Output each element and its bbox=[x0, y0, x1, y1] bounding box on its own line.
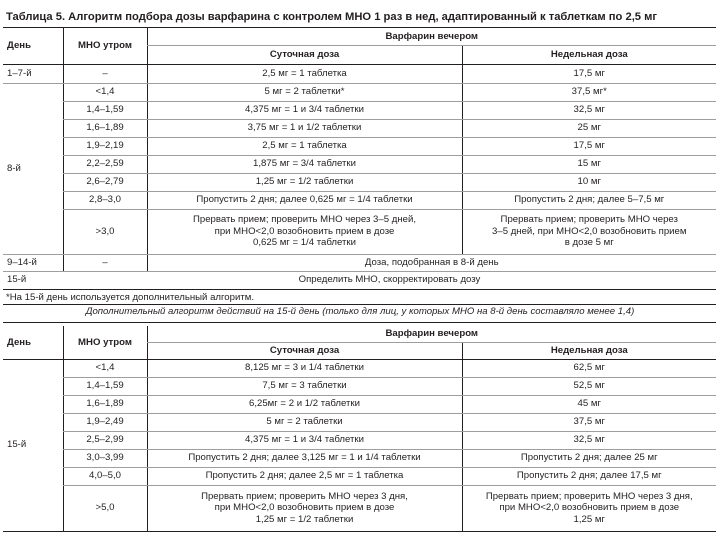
daily-dose-cell: 5 мг = 2 таблетки bbox=[147, 413, 462, 431]
daily-dose-cell: 2,5 мг = 1 таблетка bbox=[147, 137, 462, 155]
text-line: Прервать прием; проверить МНО через 3–5 дней, bbox=[192, 214, 416, 226]
text-line: при МНО<2,0 возобновить прием в дозе bbox=[499, 502, 680, 514]
daily-dose-cell: 3,75 мг = 1 и 1/2 таблетки bbox=[147, 119, 462, 137]
main-dosage-table bbox=[3, 28, 716, 290]
daily-dose-cell: 1,25 мг = 1/2 таблетки bbox=[147, 173, 462, 191]
inr-cell: 2,6–2,79 bbox=[63, 173, 147, 191]
header-day: День bbox=[3, 28, 63, 64]
inr-cell: 1,6–1,89 bbox=[63, 119, 147, 137]
day-cell-8: 8-й bbox=[3, 83, 63, 254]
daily-dose-cell: 4,375 мг = 1 и 3/4 таблетки bbox=[147, 431, 462, 449]
header-weekly-dose: Недельная доза bbox=[462, 342, 716, 359]
table-row bbox=[3, 155, 716, 173]
merged-dose-cell: Доза, подобранная в 8-й день bbox=[147, 254, 716, 271]
table2-top-rule bbox=[3, 322, 716, 323]
weekly-dose-cell: 32,5 мг bbox=[462, 101, 716, 119]
weekly-dose-cell: 62,5 мг bbox=[462, 359, 716, 377]
text-line: Прервать прием; проверить МНО через 3 дня, bbox=[201, 490, 408, 502]
daily-dose-cell: Пропустить 2 дня; далее 2,5 мг = 1 таблетка bbox=[147, 467, 462, 485]
header-warfarin-evening: Варфарин вечером bbox=[147, 326, 716, 342]
text-line: при МНО<2,0 возобновить прием в дозе bbox=[214, 502, 395, 514]
table-row bbox=[3, 359, 716, 377]
inr-cell: 1,4–1,59 bbox=[63, 377, 147, 395]
daily-dose-cell: Пропустить 2 дня; далее 3,125 мг = 1 и 1/4 таблетки bbox=[147, 449, 462, 467]
weekly-dose-cell: 17,5 мг bbox=[462, 137, 716, 155]
text-line: Прервать прием; проверить МНО через bbox=[500, 214, 678, 226]
inr-cell: – bbox=[63, 64, 147, 83]
weekly-dose-cell: 45 мг bbox=[462, 395, 716, 413]
day-cell: 1–7-й bbox=[3, 64, 63, 83]
text-line: в дозе 5 мг bbox=[564, 237, 614, 249]
table-title: Таблица 5. Алгоритм подбора дозы варфарина с контролем МНО 1 раз в нед, адаптированный к таблеткам по 2,5 мг bbox=[6, 11, 658, 23]
weekly-dose-cell: Пропустить 2 дня; далее 25 мг bbox=[462, 449, 716, 467]
inr-cell: 1,4–1,59 bbox=[63, 101, 147, 119]
merged-instruction-cell: Определить МНО, скорректировать дозу bbox=[63, 271, 716, 289]
weekly-dose-cell: 10 мг bbox=[462, 173, 716, 191]
table-row bbox=[3, 485, 716, 531]
weekly-dose-cell: Пропустить 2 дня; далее 17,5 мг bbox=[462, 467, 716, 485]
table-row bbox=[3, 413, 716, 431]
table-row bbox=[3, 395, 716, 413]
weekly-dose-cell: 32,5 мг bbox=[462, 431, 716, 449]
day-cell: 15-й bbox=[3, 271, 63, 289]
weekly-dose-cell: 37,5 мг bbox=[462, 413, 716, 431]
table-row bbox=[3, 271, 716, 289]
weekly-dose-cell: 15 мг bbox=[462, 155, 716, 173]
daily-dose-cell: 1,875 мг = 3/4 таблетки bbox=[147, 155, 462, 173]
table-row bbox=[3, 254, 716, 271]
table-row bbox=[3, 101, 716, 119]
daily-dose-cell: 6,25мг = 2 и 1/2 таблетки bbox=[147, 395, 462, 413]
weekly-dose-cell bbox=[462, 485, 716, 531]
weekly-dose-cell: 52,5 мг bbox=[462, 377, 716, 395]
footnote: *На 15-й день используется дополнительный алгоритм. bbox=[6, 292, 254, 303]
text-line: при МНО<2,0 возобновить прием в дозе bbox=[214, 225, 395, 237]
text-line: 0,625 мг = 1/4 таблетки bbox=[253, 237, 356, 249]
header-daily-dose: Суточная доза bbox=[147, 45, 462, 64]
text-line: 1,25 мг bbox=[573, 513, 605, 525]
table-row bbox=[3, 137, 716, 155]
table-row bbox=[3, 449, 716, 467]
header-daily-dose: Суточная доза bbox=[147, 342, 462, 359]
inr-cell: <1,4 bbox=[63, 83, 147, 101]
inr-cell: 1,9–2,49 bbox=[63, 413, 147, 431]
table-row bbox=[3, 83, 716, 101]
inr-cell: <1,4 bbox=[63, 359, 147, 377]
daily-dose-cell: 2,5 мг = 1 таблетка bbox=[147, 64, 462, 83]
weekly-dose-cell: 25 мг bbox=[462, 119, 716, 137]
subtitle-rule bbox=[3, 304, 716, 305]
inr-cell: 2,8–3,0 bbox=[63, 191, 147, 209]
weekly-dose-cell: Пропустить 2 дня; далее 5–7,5 мг bbox=[462, 191, 716, 209]
text-line: Прервать прием; проверить МНО через 3 дня, bbox=[485, 490, 693, 502]
table-row bbox=[3, 119, 716, 137]
table-row bbox=[3, 377, 716, 395]
table-row bbox=[3, 173, 716, 191]
day-cell: 9–14-й bbox=[3, 254, 63, 271]
daily-dose-cell: Пропустить 2 дня; далее 0,625 мг = 1/4 таблетки bbox=[147, 191, 462, 209]
daily-dose-cell bbox=[147, 485, 462, 531]
header-day: День bbox=[3, 326, 63, 359]
daily-dose-cell: 5 мг = 2 таблетки* bbox=[147, 83, 462, 101]
daily-dose-cell: 8,125 мг = 3 и 1/4 таблетки bbox=[147, 359, 462, 377]
table-row bbox=[3, 431, 716, 449]
weekly-dose-cell: 37,5 мг* bbox=[462, 83, 716, 101]
daily-dose-cell bbox=[147, 209, 462, 254]
inr-cell: >3,0 bbox=[63, 209, 147, 254]
header-weekly-dose: Недельная доза bbox=[462, 45, 716, 64]
weekly-dose-cell: 17,5 мг bbox=[462, 64, 716, 83]
inr-cell: 3,0–3,99 bbox=[63, 449, 147, 467]
subtitle: Дополнительный алгоритм действий на 15-й день (только для лиц, у которых МНО на 8-й день составляло менее 1,4) bbox=[85, 306, 635, 317]
table-row bbox=[3, 467, 716, 485]
weekly-dose-cell bbox=[462, 209, 716, 254]
text-line: 3–5 дней, при МНО<2,0 возобновить прием bbox=[492, 225, 687, 237]
text-line: 1,25 мг = 1/2 таблетки bbox=[255, 513, 354, 525]
inr-cell: 1,6–1,89 bbox=[63, 395, 147, 413]
inr-cell: 4,0–5,0 bbox=[63, 467, 147, 485]
daily-dose-cell: 4,375 мг = 1 и 3/4 таблетки bbox=[147, 101, 462, 119]
day-cell-15: 15-й bbox=[3, 359, 63, 531]
inr-cell: 2,5–2,99 bbox=[63, 431, 147, 449]
inr-cell: – bbox=[63, 254, 147, 271]
header-inr-morning: МНО утром bbox=[63, 326, 147, 359]
table-row bbox=[3, 191, 716, 209]
header-inr-morning: МНО утром bbox=[63, 28, 147, 64]
inr-cell: >5,0 bbox=[63, 485, 147, 531]
additional-algorithm-table bbox=[3, 326, 716, 532]
header-warfarin-evening: Варфарин вечером bbox=[147, 28, 716, 45]
daily-dose-cell: 7,5 мг = 3 таблетки bbox=[147, 377, 462, 395]
table-row bbox=[3, 209, 716, 254]
table-row bbox=[3, 64, 716, 83]
inr-cell: 2,2–2,59 bbox=[63, 155, 147, 173]
inr-cell: 1,9–2,19 bbox=[63, 137, 147, 155]
